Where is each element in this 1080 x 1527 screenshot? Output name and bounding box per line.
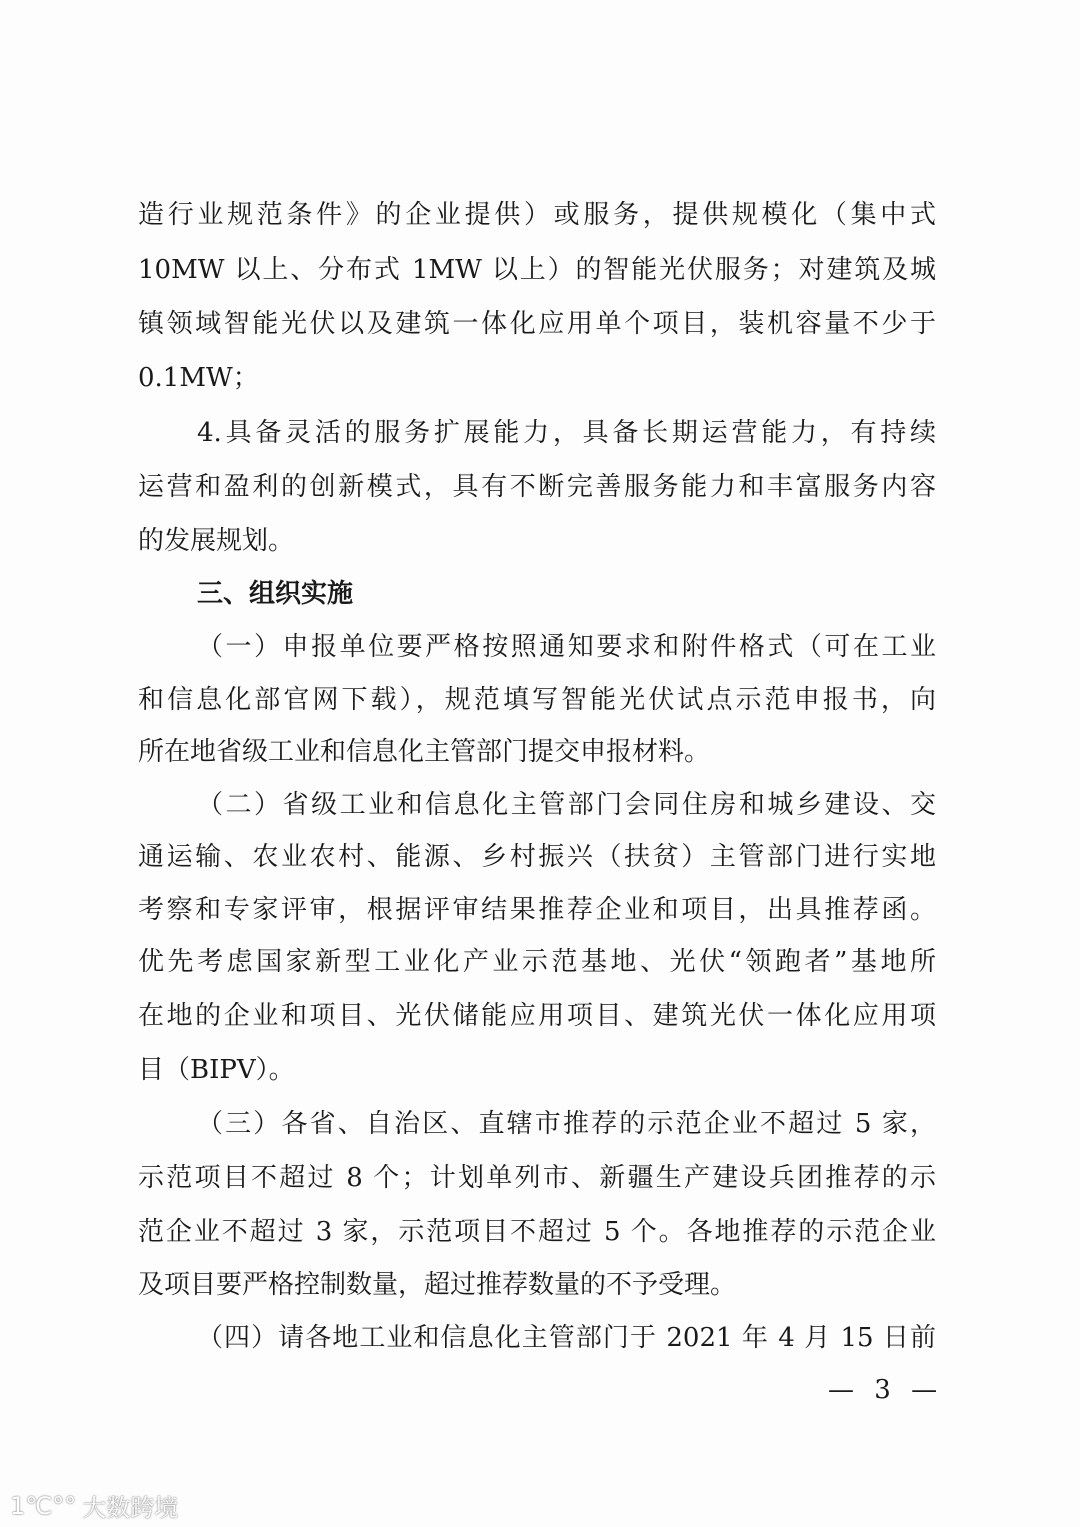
text-line: 10MW 以上、分布式 1MW 以上）的智能光伏服务；对建筑及城 bbox=[138, 255, 936, 285]
watermark-logo-icon: 1℃°° bbox=[10, 1491, 77, 1520]
page-number: — 3 — bbox=[828, 1375, 944, 1405]
section-heading: 三、组织实施 bbox=[197, 579, 354, 609]
text-line: 的发展规划。 bbox=[138, 526, 295, 556]
text-line: （三）各省、自治区、直辖市推荐的示范企业不超过 5 家， bbox=[197, 1109, 936, 1139]
watermark bbox=[10, 1488, 178, 1523]
text-line: 示范项目不超过 8 个；计划单列市、新疆生产建设兵团推荐的示 bbox=[138, 1163, 936, 1193]
text-line: 0.1MW； bbox=[138, 363, 259, 393]
text-line: 造行业规范条件》的企业提供）或服务，提供规模化（集中式 bbox=[138, 200, 936, 230]
text-line: 优先考虑国家新型工业化产业示范基地、光伏“领跑者”基地所 bbox=[138, 947, 936, 977]
text-line: 所在地省级工业和信息化主管部门提交申报材料。 bbox=[138, 737, 711, 767]
text-line: 通运输、农业农村、能源、乡村振兴（扶贫）主管部门进行实地 bbox=[138, 842, 936, 872]
text-line: 在地的企业和项目、光伏储能应用项目、建筑光伏一体化应用项 bbox=[138, 1001, 936, 1031]
text-line: 4.具备灵活的服务扩展能力，具备长期运营能力，有持续 bbox=[197, 418, 936, 448]
text-line: 目（BIPV）。 bbox=[138, 1055, 295, 1085]
text-line: 镇领域智能光伏以及建筑一体化应用单个项目，装机容量不少于 bbox=[138, 309, 936, 339]
text-line: （二）省级工业和信息化主管部门会同住房和城乡建设、交 bbox=[197, 790, 936, 820]
text-line: 及项目要严格控制数量，超过推荐数量的不予受理。 bbox=[138, 1270, 737, 1300]
watermark-text: 大数跨境 bbox=[82, 1494, 179, 1522]
text-line: （四）请各地工业和信息化主管部门于 2021 年 4 月 15 日前 bbox=[197, 1323, 936, 1353]
text-line: 和信息化部官网下载），规范填写智能光伏试点示范申报书，向 bbox=[138, 685, 936, 715]
text-line: （一）申报单位要严格按照通知要求和附件格式（可在工业 bbox=[197, 632, 936, 662]
text-line: 考察和专家评审，根据评审结果推荐企业和项目，出具推荐函。 bbox=[138, 895, 936, 925]
text-line: 运营和盈利的创新模式，具有不断完善服务能力和丰富服务内容 bbox=[138, 472, 936, 502]
text-line: 范企业不超过 3 家，示范项目不超过 5 个。各地推荐的示范企业 bbox=[138, 1217, 936, 1247]
